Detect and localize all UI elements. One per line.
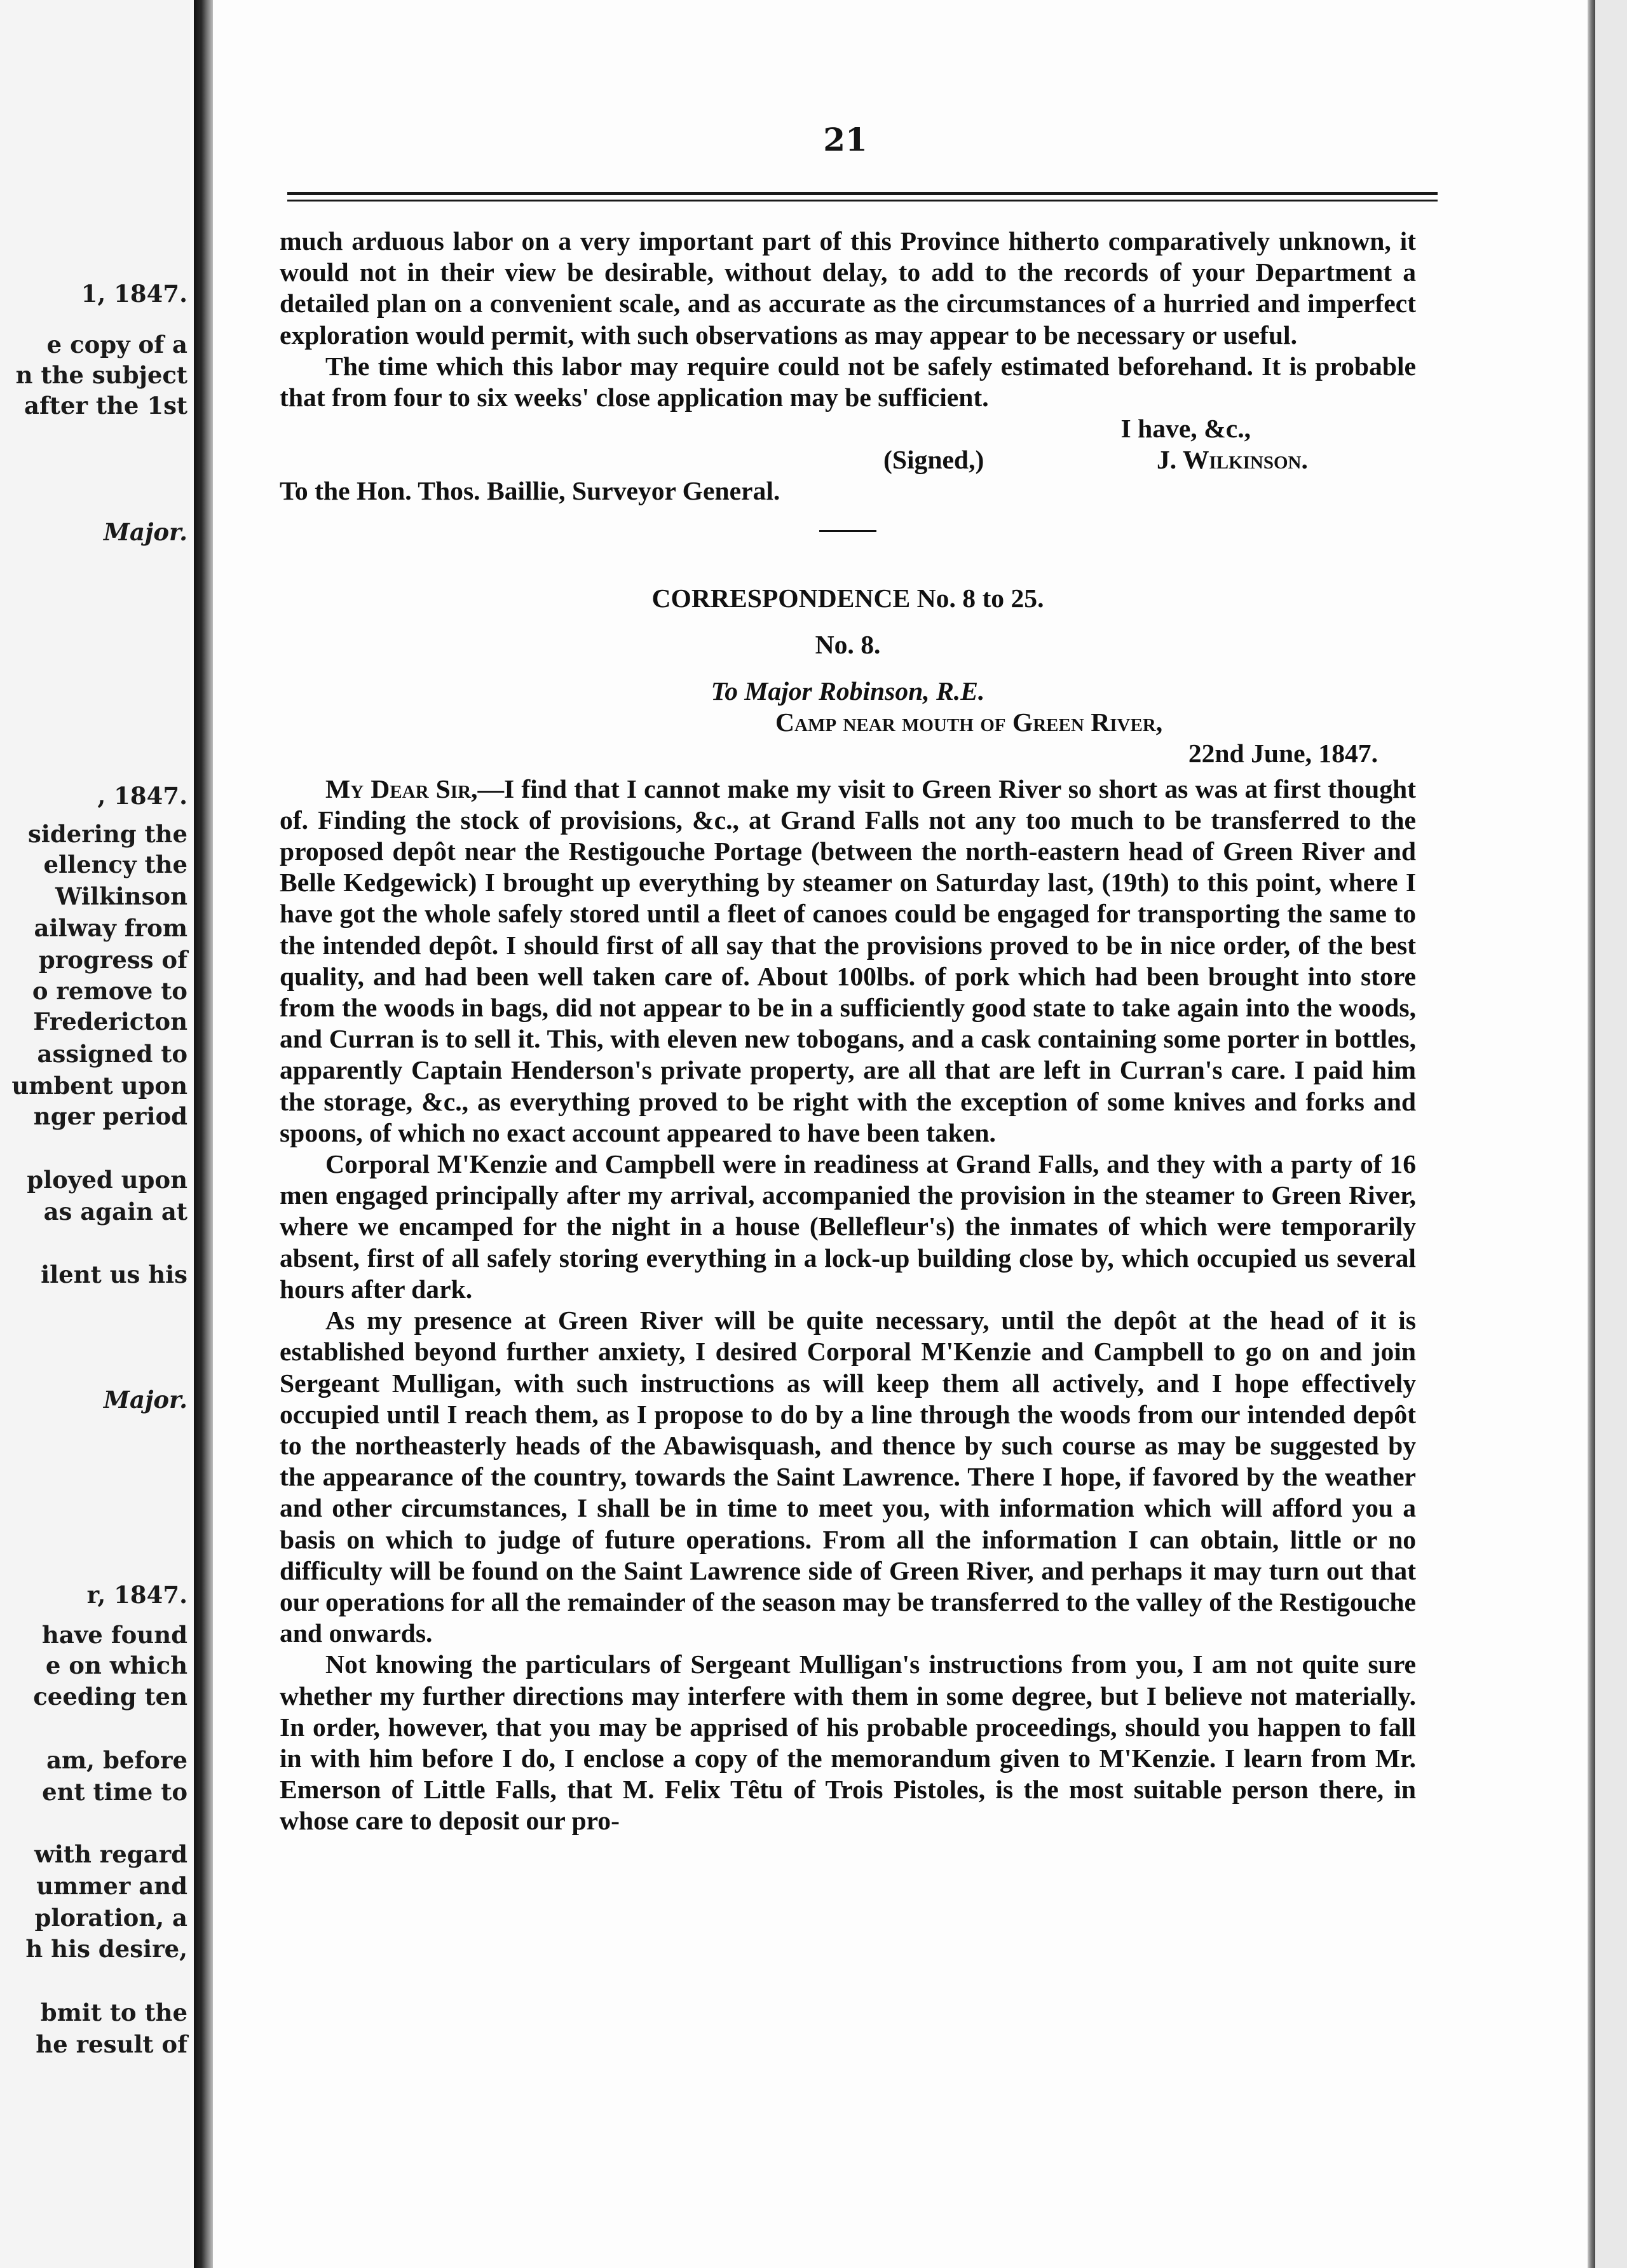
- left-page-line: o remove to: [32, 977, 187, 1005]
- left-page-line: Fredericton: [33, 1008, 187, 1035]
- left-page-line: Wilkinson: [55, 882, 187, 910]
- left-page-line: ploration, a: [34, 1904, 187, 1932]
- letter-paragraph-1: My Dear Sir,—I find that I cannot make my visit to Green River so short as was at first thought of. Finding the stock of provisions, &c., at Grand Falls not any too much to be transferred to the proposed depôt near the Restigouche Portage (between the north-eastern head of Green River and Belle Kedgewick) I brought up everything by steamer on Saturday last, (19th) to this point, where I have got the whole safely stored until a fleet of canoes could be engaged for transporting the same to the intended depôt. I should first of all say that the provisions proved to be in nice order, of the best quality, and had been well taken care of. About 100lbs. of pork which had been brought into store from the woods in bags, did not appear to be in a sufficiently good state to take again into the woods, and Curran is to sell it. This, with eleven new tobogans, and a cask containing some porter in bottles, apparently Captain Henderson's private property, are all that are left in Curran's care. I paid him the storage, &c., as everything proved to be right with the exception of some knives and forks and spoons, of which no exact account appeared to have been taken.: [280, 774, 1416, 1147]
- left-page-line: nger period: [33, 1102, 187, 1130]
- page-edge-shadow: [1588, 0, 1595, 2268]
- letter-place: Camp near mouth of Green River,: [775, 707, 1163, 737]
- letter-paragraph-3: As my presence at Green River will be quite necessary, until the depôt at the head of it is established beyond further anxiety, I desired Corporal M'Kenzie and Campbell to go on and join Sergeant Mulligan, with such instructions as will keep them all actively, and I hope effectively occupied until I reach them, as I propose to do by a line through the woods from our intended depôt to the northeasterly heads of the Abawisquash, and thence by such course as may be suggested by the appearance of the country, towards the Saint Lawrence. There I hope, if favored by the weather and other circumstances, I shall be in time to meet you, with information which will afford you a basis on which to judge of future operations. From all the information I can obtain, little or no difficulty will be found on the Saint Lawrence side of Green River, and perhaps it may turn out that our operations for all the remainder of the season may be transferred to the valley of the Restigouche and onwards.: [280, 1306, 1416, 1648]
- signature-line: [280, 444, 1416, 475]
- left-page-line: , 1847.: [97, 782, 187, 810]
- left-page-line: he result of: [36, 2030, 187, 2058]
- left-page-line: as again at: [43, 1198, 187, 1226]
- left-page-line: ent time to: [42, 1778, 187, 1806]
- signed-label: (Signed,): [883, 445, 984, 475]
- section-heading: CORRESPONDENCE No. 8 to 25.: [651, 583, 1044, 613]
- header-rule-top: [287, 192, 1438, 195]
- book-gutter: [194, 0, 213, 2268]
- left-page-line: progress of: [38, 946, 187, 974]
- header-rule-bottom: [287, 200, 1438, 202]
- section-divider: [819, 530, 876, 532]
- left-page-line: with regard: [34, 1840, 187, 1868]
- left-page-line: bmit to the: [40, 1998, 187, 2026]
- time-paragraph: The time which this labor may require could not be safely estimated beforehand. It is probable that from four to six weeks' close application may be sufficient.: [280, 351, 1416, 413]
- text-column: [280, 226, 1416, 1837]
- letter-recipient: To Major Robinson, R.E.: [711, 676, 985, 706]
- letter-number: No. 8.: [815, 629, 881, 659]
- outer-margin: [1595, 0, 1627, 2268]
- left-page-line: ummer and: [36, 1872, 187, 1900]
- left-page-line: Major.: [104, 518, 187, 546]
- letter-date: 22nd June, 1847.: [1188, 739, 1378, 769]
- left-page-line: 1, 1847.: [81, 280, 187, 308]
- left-page-line: am, before: [46, 1746, 187, 1774]
- left-page-line: r, 1847.: [86, 1581, 187, 1609]
- left-page-line: assigned to: [37, 1040, 187, 1068]
- left-page-line: h his desire,: [25, 1935, 187, 1963]
- left-page-line: after the 1st: [24, 392, 187, 420]
- left-page-line: have found: [41, 1621, 187, 1649]
- signature: J. Wilkinson.: [1157, 445, 1308, 475]
- left-facing-page-fragment: [0, 0, 194, 2268]
- left-page-line: ilent us his: [41, 1260, 187, 1288]
- left-page-line: n the subject: [15, 361, 187, 389]
- left-page-line: e on which: [45, 1651, 187, 1679]
- left-page-line: sidering the: [27, 820, 187, 848]
- closing: I have, &c.,: [1120, 414, 1251, 444]
- left-page-line: umbent upon: [11, 1072, 187, 1100]
- addressee: To the Hon. Thos. Baillie, Surveyor General.: [280, 476, 780, 506]
- page-number: 21: [823, 121, 868, 158]
- salutation: My Dear Sir,: [325, 774, 478, 803]
- left-page-line: ellency the: [43, 850, 187, 878]
- letter-paragraph-4: Not knowing the particulars of Sergeant Mulligan's instructions from you, I am not quite sure whether my further directions may interfere with them in some degree, but I believe not materially. In order, however, that you may be apprised of his probable proceedings, should you happen to fall in with him before I do, I enclose a copy of the memorandum given to M'Kenzie. I learn from Mr. Emerson of Little Falls, that M. Felix Têtu of Trois Pistoles, is the most suitable person there, in whose care to deposit our pro-: [280, 1650, 1416, 1836]
- left-page-line: ceeding ten: [33, 1683, 187, 1711]
- left-page-line: e copy of a: [46, 331, 187, 359]
- left-page-line: ployed upon: [27, 1166, 187, 1194]
- opening-paragraph: much arduous labor on a very important part of this Province hitherto comparatively unknown, it would not in their view be desirable, without delay, to add to the records of your Department a detailed plan on a convenient scale, and as accurate as the circumstances of a hurried and imperfect exploration would permit, with such observations as may appear to be necessary or useful.: [280, 226, 1416, 350]
- left-page-line: ailway from: [34, 914, 187, 942]
- left-page-line: Major.: [104, 1386, 187, 1414]
- letter-paragraph-2: Corporal M'Kenzie and Campbell were in readiness at Grand Falls, and they with a party of 16 men engaged principally after my arrival, accompanied the provision in the steamer to Green River, where we encamped for the night in a house (Bellefleur's) the inmates of which were temporarily absent, first of all safely storing everything in a lock-up building close by, which occupied us several hours after dark.: [280, 1149, 1416, 1304]
